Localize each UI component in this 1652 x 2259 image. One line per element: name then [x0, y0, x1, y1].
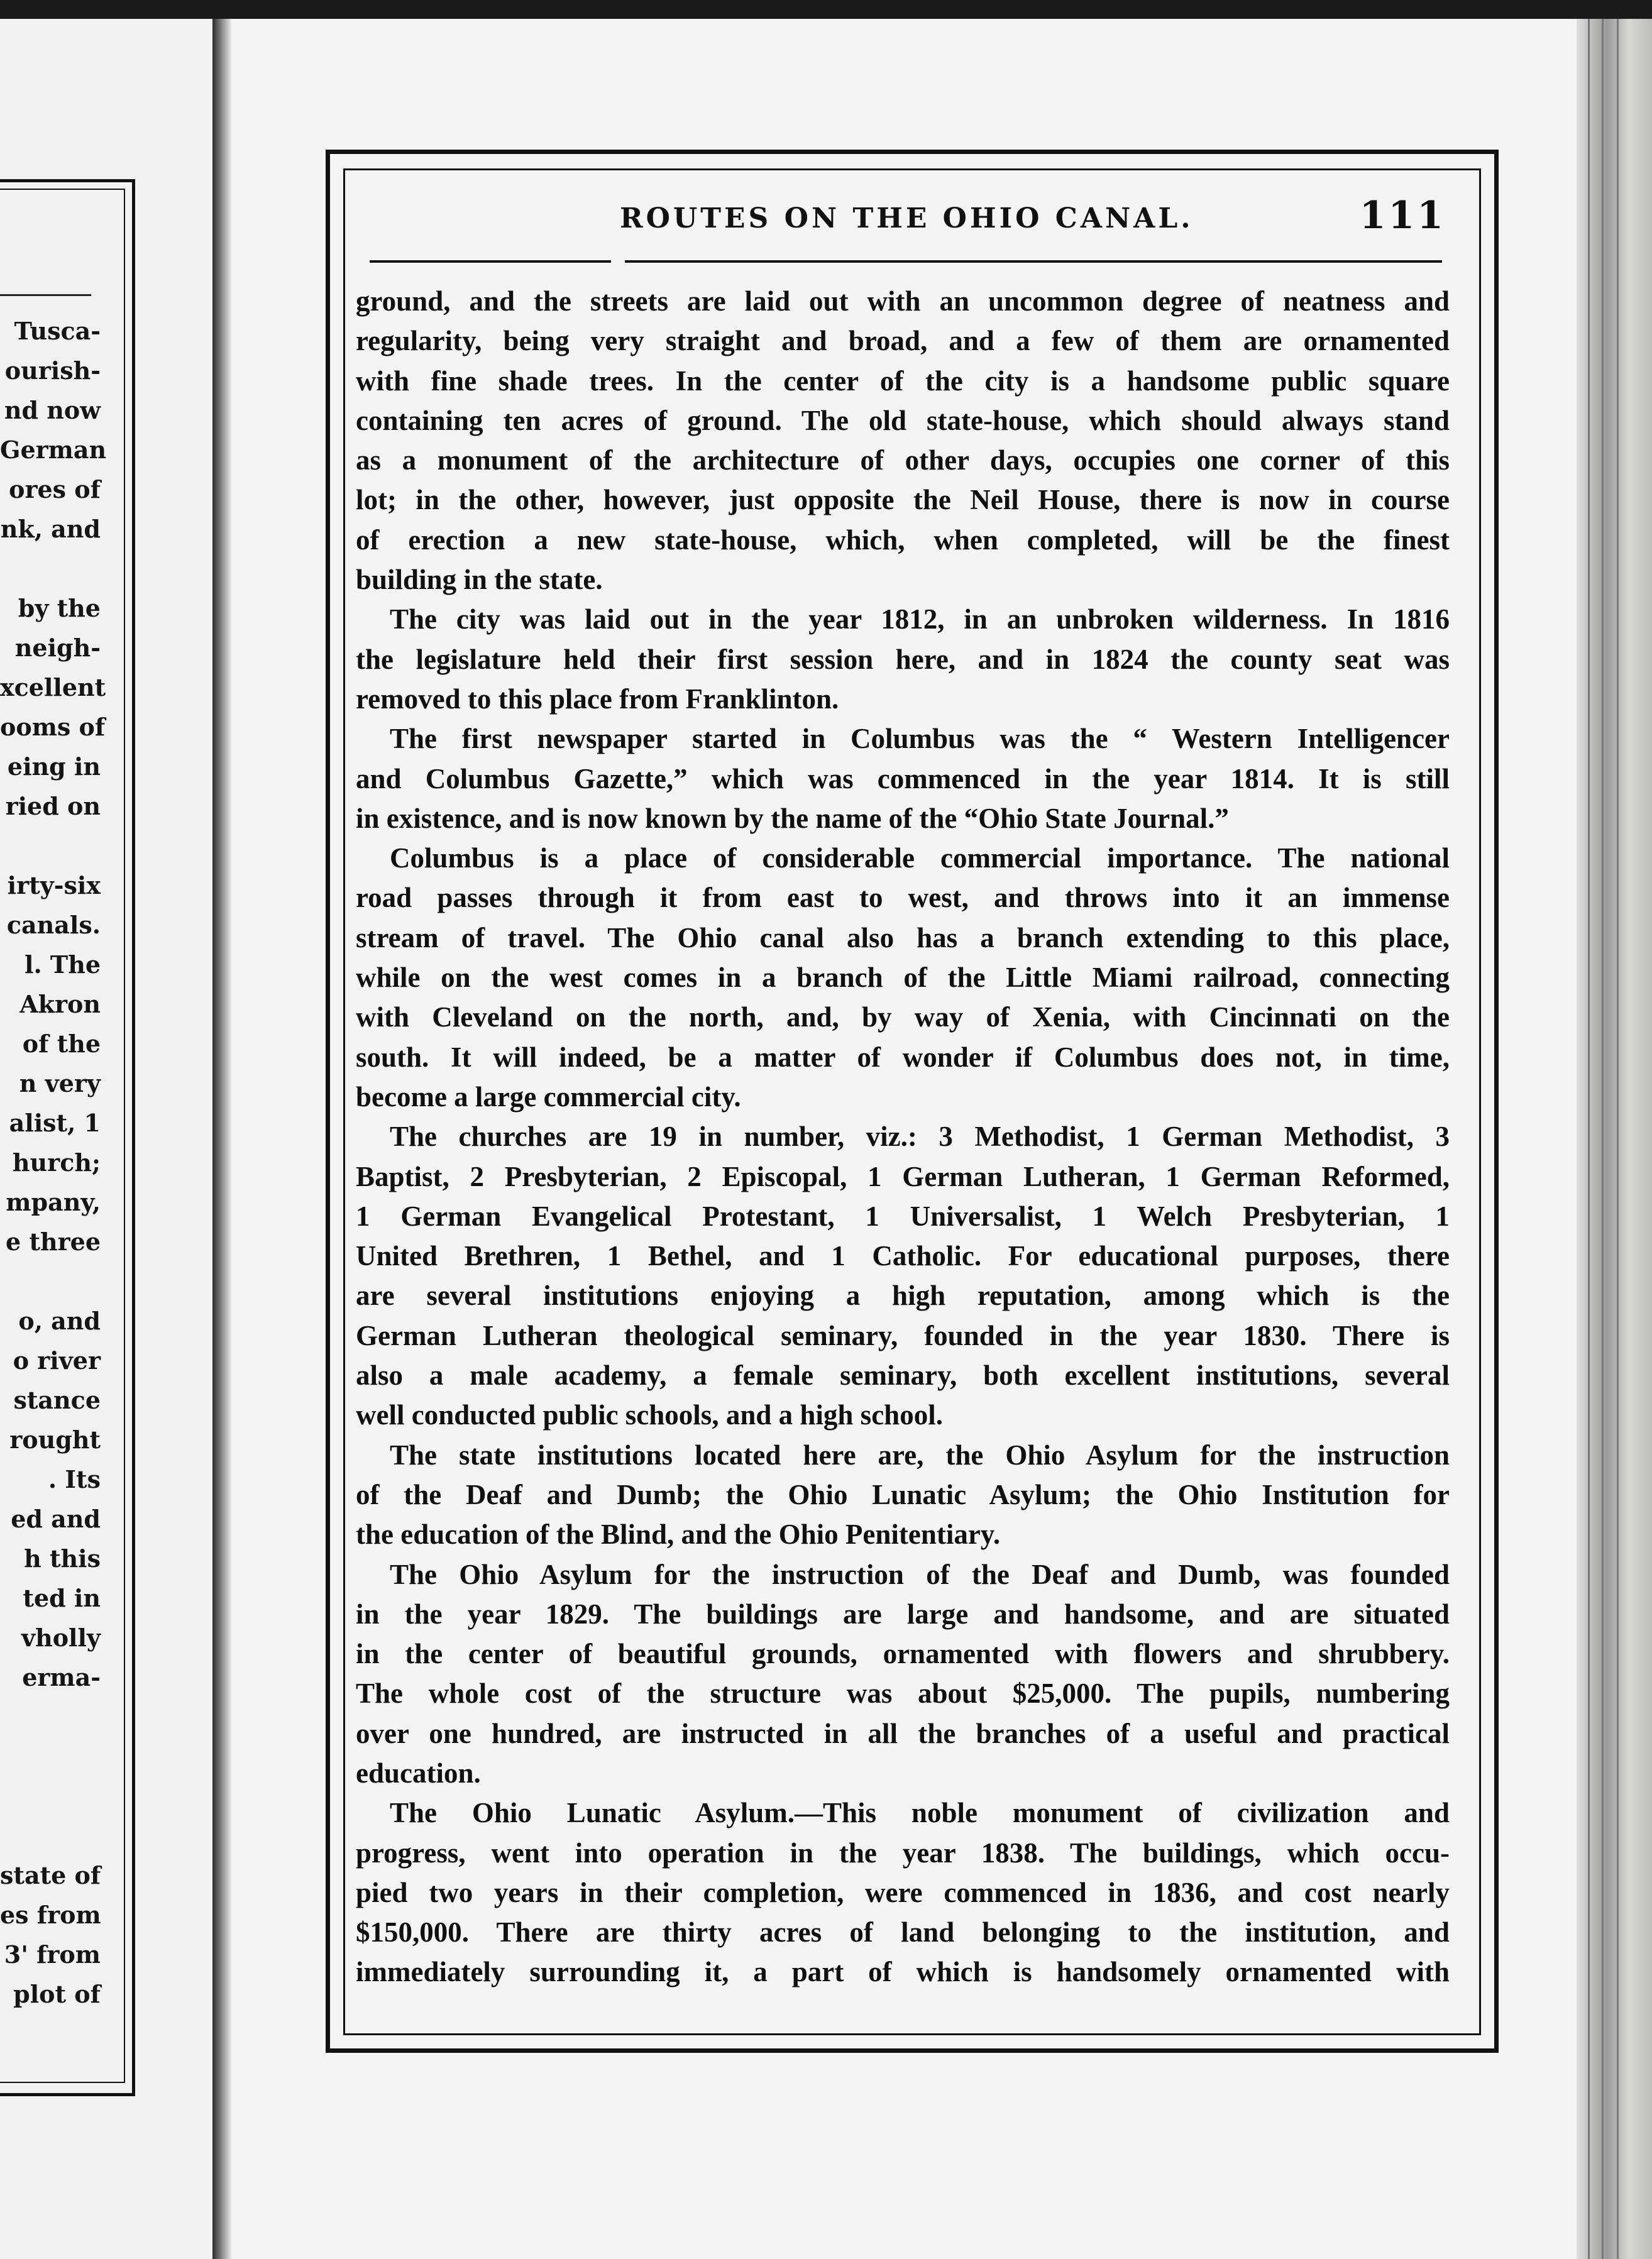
- facing-page-line: ried on: [5, 792, 101, 820]
- running-head-title: ROUTES ON THE OHIO CANAL.: [620, 202, 1194, 234]
- facing-page-fragment: [0, 19, 223, 2259]
- facing-page-line: [0, 1776, 101, 1816]
- facing-page-line: stance: [13, 1386, 101, 1414]
- text-line: in the center of beautiful grounds, ornamented with flowers and shrubbery.: [356, 1638, 1450, 1670]
- paragraph: [356, 1793, 1468, 1992]
- facing-page-line: nk, and: [0, 515, 101, 543]
- facing-page-line: plot of: [13, 1980, 101, 2008]
- facing-page-line: irty-six: [7, 871, 101, 899]
- text-line: stream of travel. The Ohio canal also has a branch extending to this place,: [356, 921, 1450, 954]
- paragraph: [356, 1555, 1468, 1794]
- facing-page-line: o river: [13, 1346, 101, 1375]
- paragraph: [356, 1436, 1468, 1555]
- facing-page-line: mpany,: [6, 1188, 101, 1216]
- text-line: education.: [356, 1757, 481, 1789]
- running-head: [365, 195, 1446, 245]
- head-rule-right: [625, 260, 1442, 263]
- facing-page-line: hurch;: [12, 1148, 101, 1177]
- text-line: of erection a new state-house, which, when completed, will be the finest: [356, 524, 1450, 556]
- text-line: The Ohio Asylum for the instruction of the Deaf and Dumb, was founded: [390, 1558, 1450, 1590]
- facing-page-line: nd now: [4, 396, 101, 424]
- text-line: over one hundred, are instructed in all the branches of a useful and practical: [356, 1717, 1450, 1749]
- scan-top-edge: [0, 0, 1652, 19]
- facing-page-line: o, and: [18, 1307, 101, 1335]
- text-line: in the year 1829. The buildings are large and handsome, and are situated: [356, 1598, 1450, 1630]
- facing-page-line: vholly: [21, 1624, 101, 1652]
- text-line: building in the state.: [356, 564, 603, 596]
- text-line: pied two years in their completion, were commenced in 1836, and cost nearly: [356, 1876, 1450, 1908]
- head-rule-left: [370, 260, 611, 263]
- facing-page-line: e three: [6, 1228, 101, 1256]
- page-number: 111: [1359, 194, 1446, 238]
- facing-page-line: rought: [9, 1426, 101, 1454]
- facing-page-line: by the: [18, 594, 101, 622]
- text-line: well conducted public schools, and a high school.: [356, 1399, 943, 1431]
- facing-page-line: l. The: [25, 950, 101, 979]
- facing-page-line: alist, 1: [9, 1109, 101, 1137]
- facing-page-line: erma-: [22, 1663, 101, 1691]
- text-line: with Cleveland on the north, and, by way of Xenia, with Cincinnati on the: [356, 1001, 1450, 1033]
- facing-page-line: German: [0, 436, 107, 464]
- text-line: lot; in the other, however, just opposite the Neil House, there is now in course: [356, 484, 1450, 516]
- text-line: also a male academy, a female seminary, both excellent institutions, several: [356, 1360, 1450, 1392]
- facing-page-line: [0, 1816, 101, 1855]
- facing-page-line: state of: [0, 1861, 101, 1889]
- text-line: German Lutheran theological seminary, founded in the year 1830. There is: [356, 1319, 1450, 1351]
- facing-page-line: [0, 1737, 101, 1776]
- text-line: of the Deaf and Dumb; the Ohio Lunatic Asylum; the Ohio Institution for: [356, 1478, 1450, 1510]
- text-line: The Ohio Lunatic Asylum.—This noble monument of civilization and: [390, 1797, 1450, 1829]
- facing-page-line: ores of: [9, 475, 101, 503]
- paragraph: [356, 282, 1468, 600]
- text-line: with fine shade trees. In the center of the city is a handsome public square: [356, 365, 1450, 397]
- facing-page-rule: [0, 294, 91, 296]
- facing-page-line: Tusca-: [14, 317, 101, 345]
- paragraph: [356, 719, 1468, 838]
- text-line: The city was laid out in the year 1812, in an unbroken wilderness. In 1816: [390, 603, 1450, 635]
- text-line: and Columbus Gazette,” which was commenced in the year 1814. It is still: [356, 762, 1450, 794]
- facing-page-line: [0, 826, 101, 866]
- text-line: become a large commercial city.: [356, 1080, 741, 1113]
- text-line: regularity, being very straight and broad, and a few of them are ornamented: [356, 325, 1450, 357]
- text-line: road passes through it from east to west, and throws into it an immense: [356, 882, 1450, 914]
- text-line: while on the west comes in a branch of the Little Miami railroad, connecting: [356, 962, 1450, 994]
- facing-page-text: [0, 311, 107, 2014]
- text-line: The first newspaper started in Columbus was the “ Western Intelligencer: [390, 723, 1450, 755]
- text-line: Baptist, 2 Presbyterian, 2 Episcopal, 1 German Lutheran, 1 German Reformed,: [356, 1160, 1450, 1192]
- facing-page-line: eing in: [7, 752, 101, 781]
- text-line: removed to this place from Franklinton.: [356, 683, 839, 715]
- text-line: ground, and the streets are laid out with an uncommon degree of neatness and: [356, 285, 1450, 317]
- binding-gutter: [212, 19, 231, 2259]
- facing-page-line: xcellent: [0, 673, 106, 701]
- facing-page-line: [0, 1261, 101, 1301]
- paragraph: [356, 600, 1468, 719]
- text-line: are several institutions enjoying a high reputation, among which is the: [356, 1280, 1450, 1312]
- facing-page-line: n very: [19, 1069, 101, 1097]
- facing-page-line: . Its: [48, 1465, 101, 1493]
- text-line: United Brethren, 1 Bethel, and 1 Catholic. For educational purposes, there: [356, 1240, 1450, 1272]
- facing-page-line: canals.: [6, 911, 101, 939]
- page-edge-stack: [1577, 19, 1652, 2259]
- facing-page-line: Akron: [19, 990, 101, 1018]
- text-line: 1 German Evangelical Protestant, 1 Universalist, 1 Welch Presbyterian, 1: [356, 1200, 1450, 1232]
- text-line: south. It will indeed, be a matter of wonder if Columbus does not, in time,: [356, 1041, 1450, 1073]
- text-line: $150,000. There are thirty acres of land belonging to the institution, and: [356, 1916, 1450, 1948]
- facing-page-line: ted in: [23, 1584, 101, 1612]
- facing-page-line: neigh-: [14, 634, 101, 662]
- facing-page-line: ooms of: [0, 713, 106, 741]
- text-line: in existence, and is now known by the name of the “Ohio State Journal.”: [356, 802, 1229, 834]
- text-line: The churches are 19 in number, viz.: 3 Methodist, 1 German Methodist, 3: [390, 1121, 1450, 1153]
- paragraph: [356, 1117, 1468, 1435]
- facing-page-line: [0, 549, 101, 588]
- text-line: the legislature held their first session here, and in 1824 the county seat was: [356, 643, 1450, 675]
- facing-page-line: h this: [24, 1544, 101, 1573]
- text-line: Columbus is a place of considerable commercial importance. The national: [390, 842, 1450, 874]
- body-text: [356, 282, 1468, 1992]
- text-line: The whole cost of the structure was about $25,000. The pupils, numbering: [356, 1678, 1450, 1710]
- facing-page-line: es from: [0, 1901, 101, 1929]
- facing-page-line: [0, 1697, 101, 1737]
- text-line: containing ten acres of ground. The old state-house, which should always stand: [356, 404, 1450, 436]
- facing-page-line: 3' from: [4, 1940, 101, 1969]
- text-line: The state institutions located here are, the Ohio Asylum for the instruction: [390, 1439, 1450, 1471]
- facing-page-line: ed and: [11, 1505, 101, 1533]
- text-line: progress, went into operation in the year 1838. The buildings, which occu-: [356, 1837, 1450, 1869]
- text-line: immediately surrounding it, a part of which is handsomely ornamented with: [356, 1956, 1450, 1988]
- facing-page-line: ourish-: [4, 356, 101, 385]
- facing-page-line: of the: [22, 1030, 101, 1058]
- text-line: the education of the Blind, and the Ohio Penitentiary.: [356, 1519, 1001, 1551]
- paragraph: [356, 838, 1468, 1117]
- text-line: as a monument of the architecture of other days, occupies one corner of this: [356, 444, 1450, 476]
